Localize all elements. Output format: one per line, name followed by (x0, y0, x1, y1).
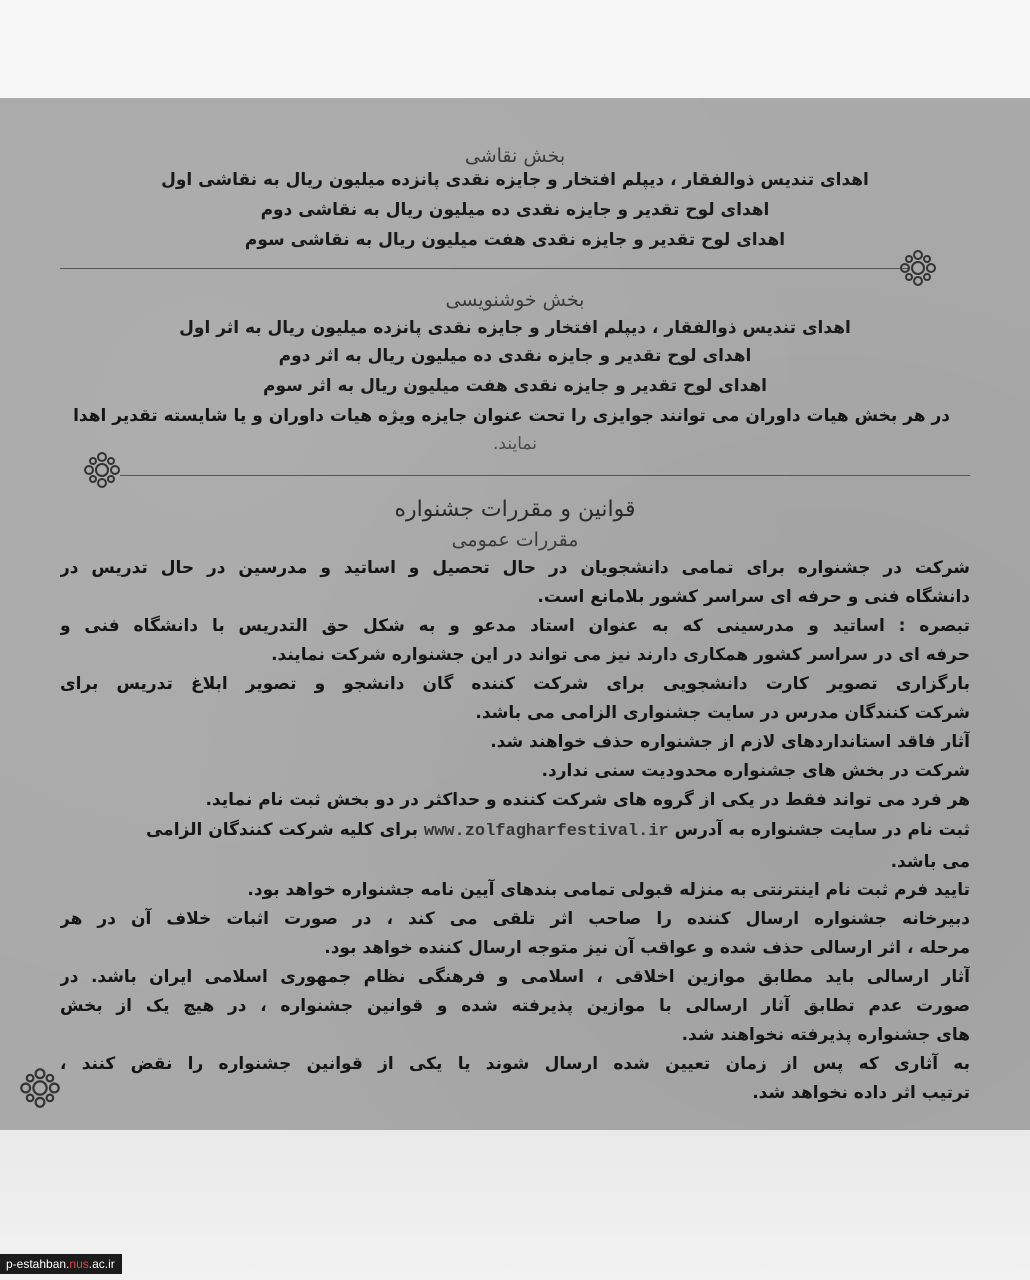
rule-line: شرکت کنندگان مدرس در سایت جشنواری الزامی می باشد. (475, 703, 970, 723)
calligraphy-prize-second: اهدای لوح تقدیر و جایزه نقدی ده میلیون ریال به اثر دوم (278, 346, 752, 366)
site-watermark (0, 1254, 122, 1274)
registration-rule-line (60, 818, 970, 844)
rule-line: شرکت در بخش های جشنواره محدودیت سنی ندارد. (541, 761, 970, 781)
rule-line: های جشنواره پذیرفته نخواهند شد. (681, 1025, 970, 1045)
jury-prize-note-end: نمایند. (493, 434, 537, 454)
calligraphy-prize-first: اهدای تندیس ذوالفقار ، دیپلم افتخار و جایزه نقدی پانزده میلیون ریال به اثر اول (179, 318, 851, 338)
rule-line: صورت عدم تطابق آثار ارسالی با موازین پذیرفته شده و قوانین جشنواره ، در هیچ یک از بخش (60, 996, 970, 1016)
jury-prize-note: در هر بخش هیات داوران می توانند جوایزی را تحت عنوان جایزه ویژه هیات داوران و یا شایسته تقدیر اهدا (73, 406, 950, 426)
rule-line: آثار ارسالی باید مطابق موازین اخلاقی ، اسلامی و فرهنگی نظام جمهوری اسلامی ایران باشد. در (60, 967, 970, 987)
section-divider-line (60, 268, 910, 269)
calligraphy-prize-third: اهدای لوح تقدیر و جایزه نقدی هفت میلیون ریال به اثر سوم (263, 376, 767, 396)
painting-prize-third: اهدای لوح تقدیر و جایزه نقدی هفت میلیون ریال به نقاشی سوم (244, 230, 786, 250)
watermark-accent: nus (69, 1257, 89, 1271)
rule-line: ترتیب اثر داده نخواهد شد. (752, 1083, 970, 1103)
festival-flyer-page (0, 98, 1030, 1132)
painting-prize-first: اهدای تندیس ذوالفقار ، دیپلم افتخار و جایزه نقدی پانزده میلیون ریال به نقاشی اول (161, 170, 869, 190)
rule-line: تبصره : اساتید و مدرسینی که به عنوان استاد مدعو و به شکل حق التدریس با دانشگاه فنی و (60, 616, 970, 636)
ornament-icon (898, 248, 938, 288)
rule-line: هر فرد می تواند فقط در یکی از گروه های شرکت کننده و حداکثر در دو بخش ثبت نام نماید. (205, 790, 970, 810)
rules-section-title: قوانین و مقررات جشنواره (394, 497, 636, 522)
rules-subtitle: مقررات عمومی (451, 529, 579, 551)
festival-website-link[interactable]: www.zolfagharfestival.ir (423, 822, 669, 841)
rule-line: تایید فرم ثبت نام اینترنتی به منزله قبولی تمامی بندهای آیین نامه جشنواره خواهد بود. (247, 880, 970, 900)
rule-line: مرحله ، اثر ارسالی حذف شده و عواقب آن نیز متوجه ارسال کننده خواهد بود. (324, 938, 970, 958)
painting-section-title: بخش نقاشی (464, 145, 566, 167)
rule-line: می باشد. (890, 852, 970, 872)
rule-line: حرفه ای در سراسر کشور همکاری دارند نیز می تواند در این جشنواره شرکت نمایند. (271, 645, 970, 665)
photo-background-bottom (0, 1130, 1030, 1280)
painting-prize-second: اهدای لوح تقدیر و جایزه نقدی ده میلیون ریال به نقاشی دوم (260, 200, 770, 220)
calligraphy-section-title: بخش خوشنویسی (445, 289, 585, 311)
registration-prefix: ثبت نام در سایت جشنواره به آدرس (674, 820, 970, 840)
rule-line: شرکت در جشنواره برای تمامی دانشجویان در حال تحصیل و اساتید و مدرسین در حال تدریس در (60, 558, 970, 578)
rule-line: آثار فاقد استانداردهای لازم از جشنواره حذف خواهند شد. (490, 732, 970, 752)
rule-line: دانشگاه فنی و حرفه ای سراسر کشور بلامانع است. (537, 587, 970, 607)
photo-background-top (0, 0, 1030, 98)
rule-line: دبیرخانه جشنواره ارسال کننده را صاحب اثر تلقی می کند ، در صورت اثبات خلاف آن در هر (60, 909, 970, 929)
rule-line: به آثاری که پس از زمان تعیین شده ارسال شوند یا یکی از قوانین جشنواره را نقض کنند ، (60, 1054, 970, 1074)
ornament-icon (18, 1066, 62, 1110)
section-divider-line (120, 475, 970, 476)
registration-suffix: برای کلیه شرکت کنندگان الزامی (145, 820, 418, 840)
watermark-prefix: p-estahban. (6, 1257, 70, 1271)
ornament-icon (82, 450, 122, 490)
rule-line: بارگزاری تصویر کارت دانشجویی برای شرکت کننده گان دانشجو و تصویر ابلاغ تدریس برای (60, 674, 970, 694)
watermark-suffix: .ac.ir (88, 1257, 115, 1271)
